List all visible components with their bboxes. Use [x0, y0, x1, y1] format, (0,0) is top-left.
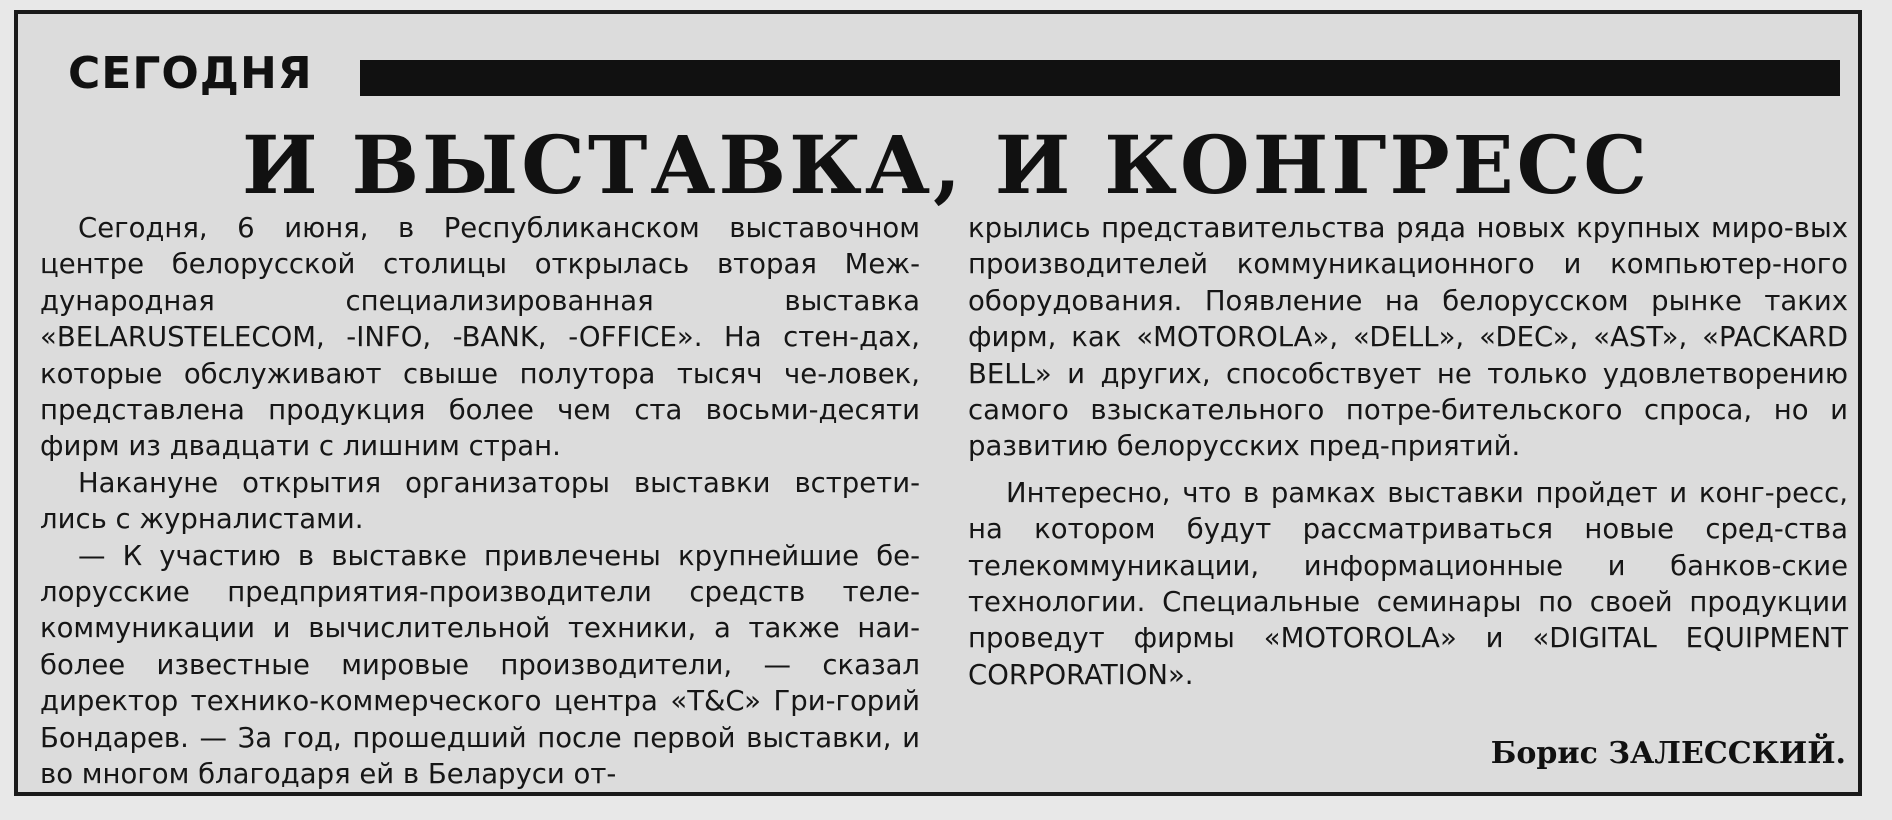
right-column: [968, 210, 1848, 693]
paragraph: Сегодня, 6 июня, в Республиканском выставочном центре белорусской столицы открылась вторая Меж-дународная специализированная выставка «BELARUSTELECOM, -INFO, -BANK, -OFFICE». На стен-дах, которые обслуживают свыше полутора тысяч че-ловек, представлена продукция более чем ста восьми-десяти фирм из двадцати с лишним стран.: [40, 212, 920, 463]
rubric-bar: [360, 60, 1840, 96]
paragraph: Интересно, что в рамках выставки пройдет и конг-ресс, на котором будут рассматриваться новые сред-ства телекоммуникации, информационные и банков-ские технологии. Специальные семинары по своей продукции проведут фирмы «MOTOROLA» и «DIGITAL EQUIPMENT CORPORATION».: [968, 476, 1848, 691]
paragraph: Накануне открытия организаторы выставки встрети-лись с журналистами.: [40, 466, 920, 536]
rubric-label: СЕГОДНЯ: [68, 48, 313, 99]
left-column: [40, 210, 920, 793]
author-signature: Борис ЗАЛЕССКИЙ.: [1490, 736, 1846, 771]
headline: И ВЫСТАВКА, И КОНГРЕСС: [242, 118, 1650, 212]
paragraph: — К участию в выставке привлечены крупнейшие бе-лорусские предприятия-производители средств теле-коммуникации и вычислительной техники, а также наи-более известные мировые производители, — сказал директор технико-коммерческого центра «T&C» Гри-горий Бондарев. — За год, прошедший после первой выставки, и во многом благодаря ей в Беларуси от-: [40, 539, 920, 791]
paragraph: крылись представительства ряда новых крупных миро-вых производителей коммуникационного и компьютер-ного оборудования. Появление на белорусском рынке таких фирм, как «MOTOROLA», «DELL», «DEC», «AST», «PACKARD BELL» и других, способствует не только удовлетворению самого взыскательного потре-бительского спроса, но и развитию белорусских пред-приятий.: [968, 212, 1848, 463]
